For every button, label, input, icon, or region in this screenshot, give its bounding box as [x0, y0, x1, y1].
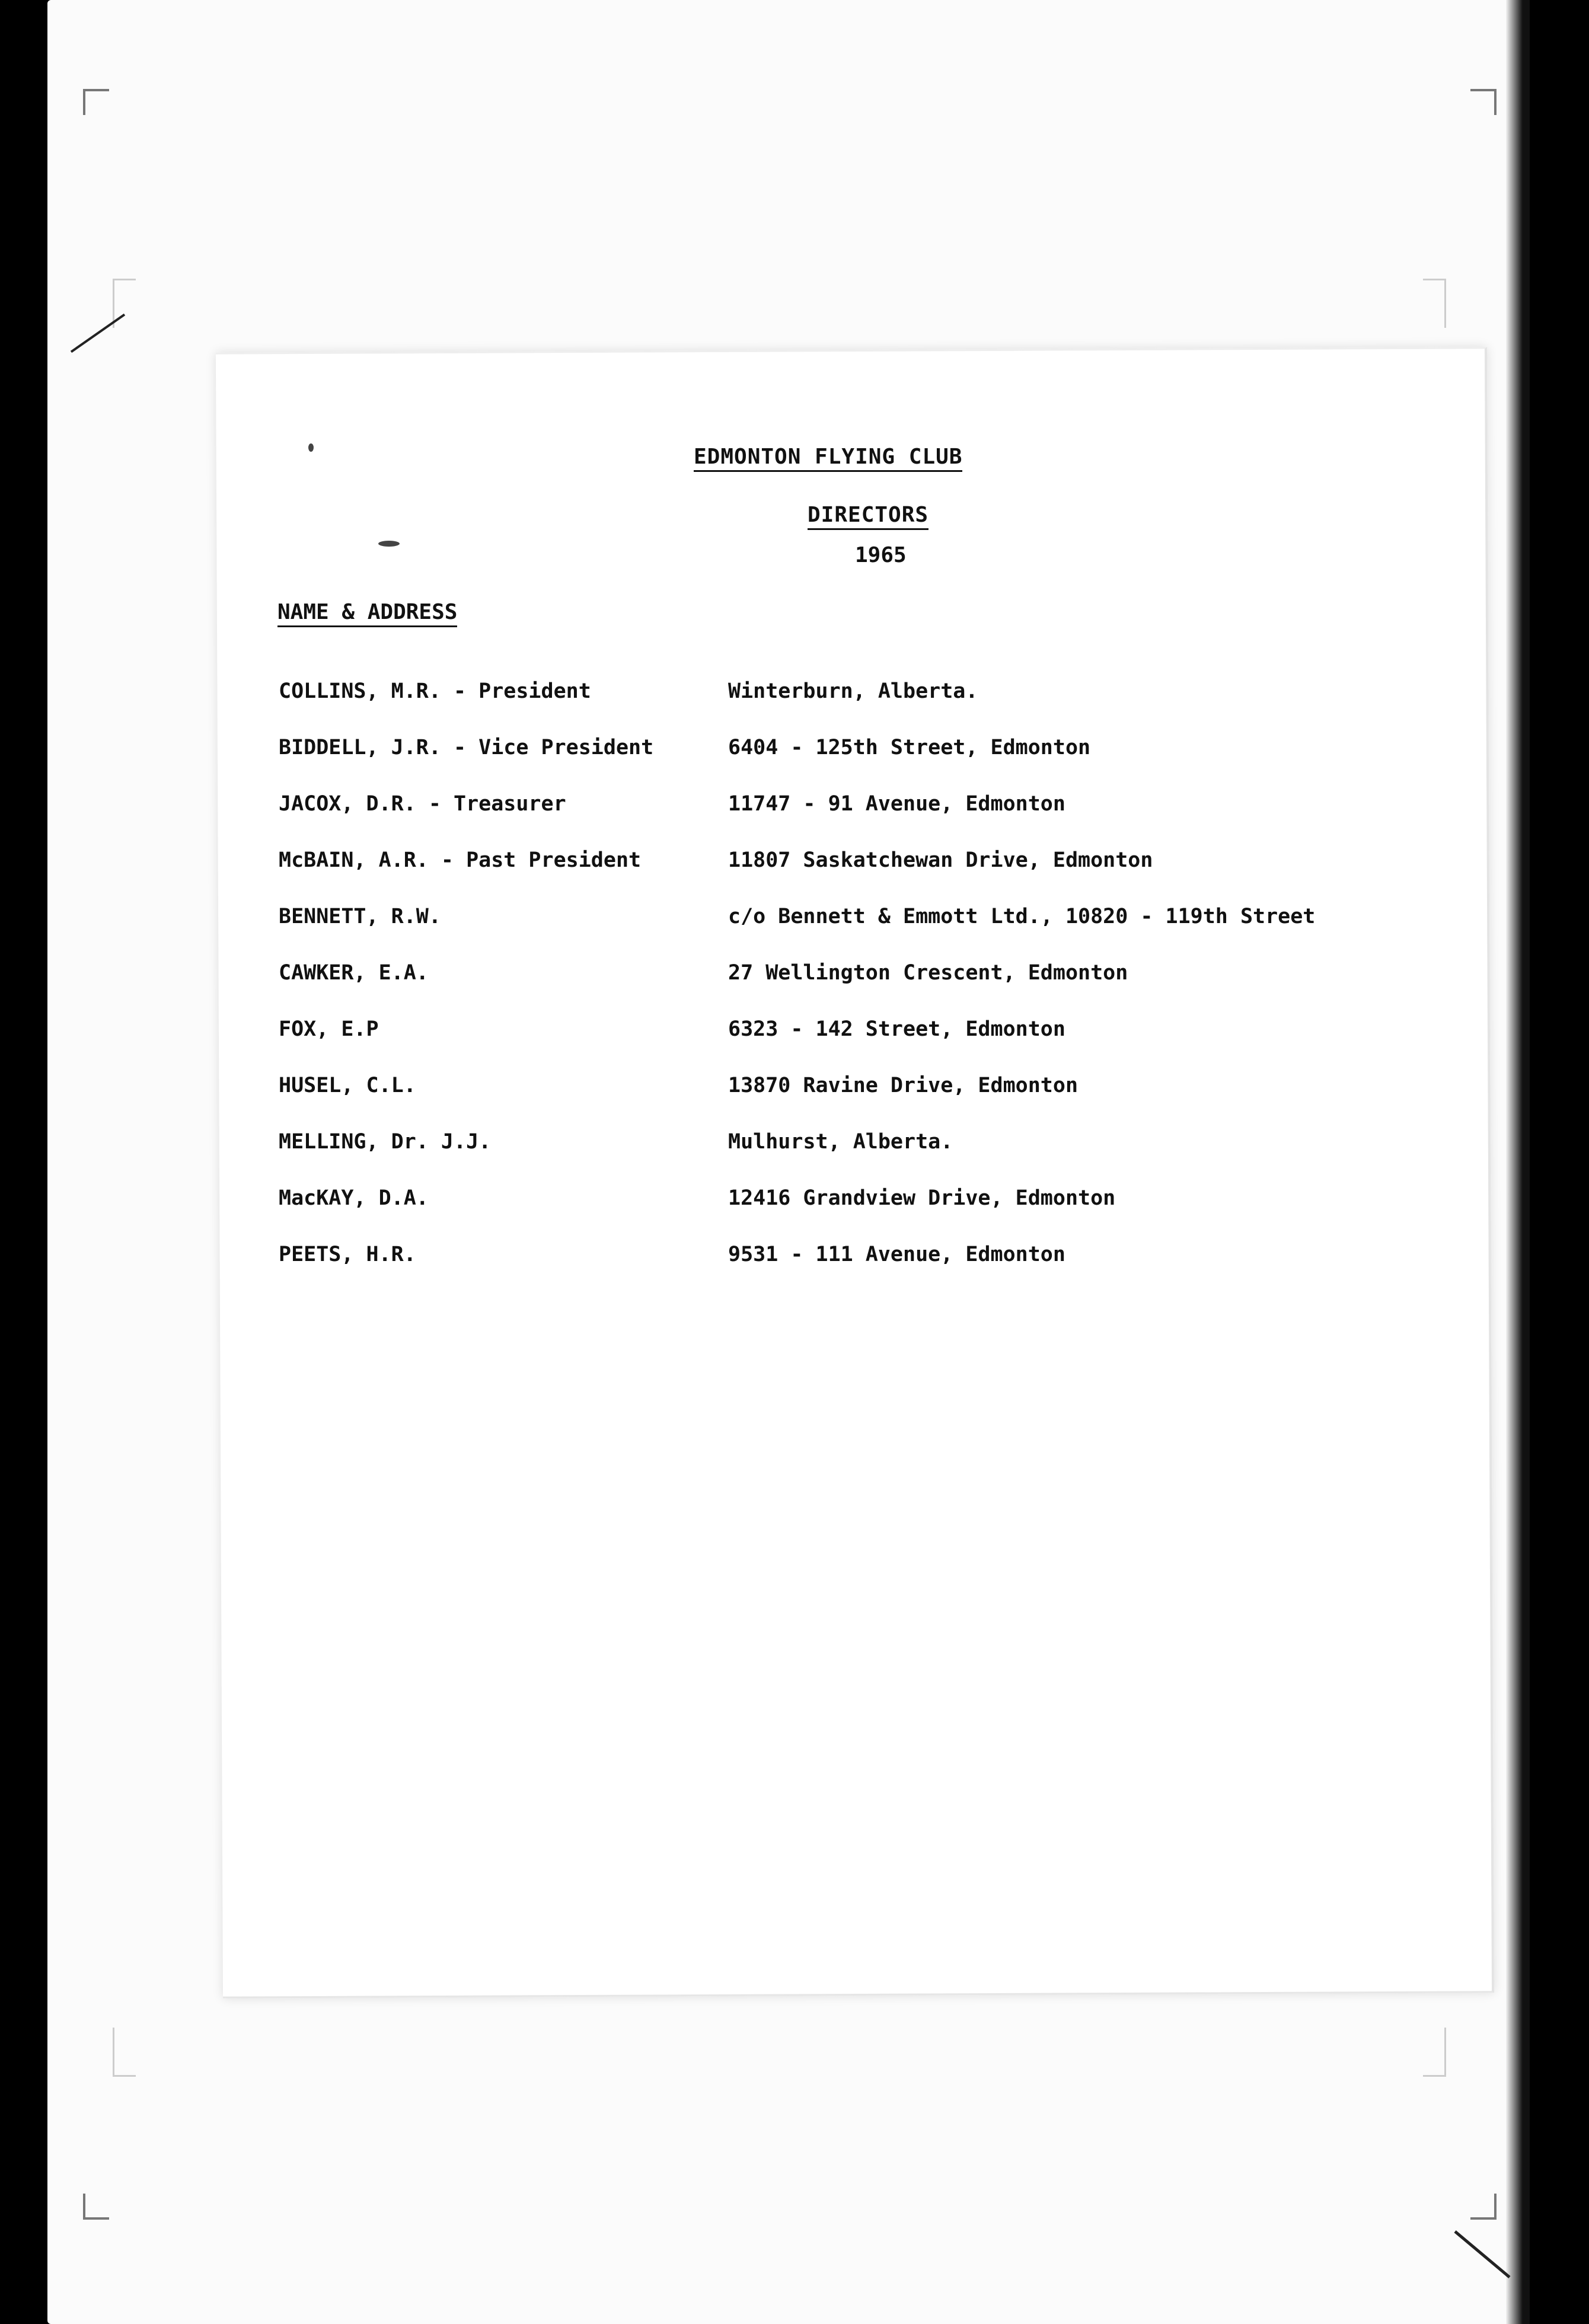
director-address: 11807 Saskatchewan Drive, Edmonton — [728, 848, 1153, 872]
director-row — [279, 848, 1405, 905]
crop-mark-top-left — [83, 89, 109, 115]
director-address: 12416 Grandview Drive, Edmonton — [728, 1186, 1116, 1210]
director-row — [279, 1017, 1405, 1074]
director-name: PEETS, H.R. — [279, 1243, 416, 1266]
ink-speck — [308, 443, 314, 452]
director-row — [279, 1243, 1405, 1299]
director-name: McBAIN, A.R. - Past President — [279, 848, 642, 872]
director-row — [279, 1130, 1405, 1186]
director-address: Winterburn, Alberta. — [728, 679, 978, 703]
director-row — [279, 679, 1405, 736]
director-name: CAWKER, E.A. — [279, 961, 429, 985]
guide-mark-bottom-right — [1423, 2028, 1446, 2077]
document-subtitle: DIRECTORS — [808, 503, 928, 530]
director-name: MacKAY, D.A. — [279, 1186, 429, 1210]
director-name: BENNETT, R.W. — [279, 905, 441, 928]
crop-mark-bottom-left — [83, 2194, 109, 2220]
club-title: EDMONTON FLYING CLUB — [694, 445, 962, 472]
ink-speck — [378, 541, 400, 547]
director-address: 6323 - 142 Street, Edmonton — [728, 1017, 1065, 1041]
director-address: 27 Wellington Crescent, Edmonton — [728, 961, 1128, 985]
director-address: Mulhurst, Alberta. — [728, 1130, 953, 1154]
director-row — [279, 905, 1405, 961]
column-header: NAME & ADDRESS — [277, 600, 457, 627]
crop-mark-top-right — [1470, 89, 1497, 115]
film-edge — [1506, 0, 1530, 2324]
director-name: JACOX, D.R. - Treasurer — [279, 792, 566, 816]
director-row — [279, 1074, 1405, 1130]
director-name: COLLINS, M.R. - President — [279, 679, 591, 703]
guide-mark-bottom-left — [113, 2028, 136, 2077]
director-row — [279, 736, 1405, 792]
crop-mark-bottom-right — [1470, 2194, 1497, 2220]
director-address: 6404 - 125th Street, Edmonton — [728, 736, 1091, 759]
director-address: 13870 Ravine Drive, Edmonton — [728, 1074, 1079, 1097]
director-name: BIDDELL, J.R. - Vice President — [279, 736, 654, 759]
guide-mark-top-right — [1423, 279, 1446, 328]
directors-list — [279, 679, 1405, 1299]
director-address: 11747 - 91 Avenue, Edmonton — [728, 792, 1065, 816]
director-row — [279, 1186, 1405, 1243]
director-name: HUSEL, C.L. — [279, 1074, 416, 1097]
director-name: MELLING, Dr. J.J. — [279, 1130, 492, 1154]
director-address: 9531 - 111 Avenue, Edmonton — [728, 1243, 1065, 1266]
document-year: 1965 — [855, 543, 907, 567]
director-name: FOX, E.P — [279, 1017, 379, 1041]
director-address: c/o Bennett & Emmott Ltd., 10820 - 119th Street — [728, 905, 1316, 928]
director-row — [279, 792, 1405, 848]
director-row — [279, 961, 1405, 1017]
